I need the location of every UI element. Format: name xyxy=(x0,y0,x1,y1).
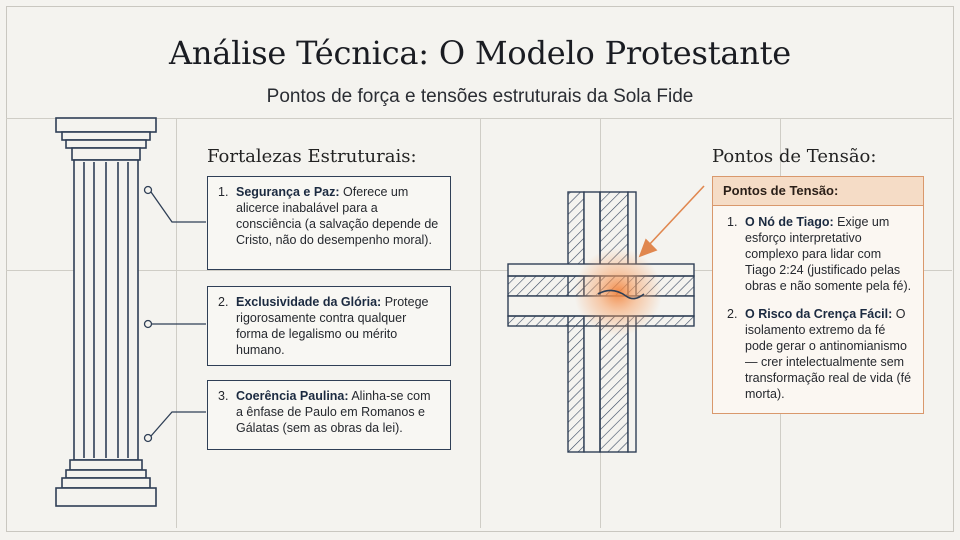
item-number: 2. xyxy=(218,295,229,309)
page-subtitle: Pontos de força e tensões estruturais da Sola Fide xyxy=(266,86,694,107)
strength-box-1 xyxy=(207,176,451,270)
item-number: 2. xyxy=(727,307,738,321)
item-number: 1. xyxy=(218,185,229,199)
page-title: Análise Técnica: O Modelo Protestante xyxy=(168,34,792,72)
item-text: Exige um esforço interpretativo complexo para lidar com Tiago 2:24 (justificado pelas obras e não somente pela fé). xyxy=(745,215,912,293)
tension-item-2 xyxy=(727,306,913,402)
item-text: Oferece um alicerce inabalável para a consciência (a salvação depende de Cristo, não do desempenho moral). xyxy=(236,185,439,247)
pillar-icon xyxy=(56,118,156,506)
item-label: Exclusividade da Glória: xyxy=(236,295,382,309)
item-label: Coerência Paulina: xyxy=(236,389,349,403)
item-label: O Nó de Tiago: xyxy=(745,215,834,229)
item-number: 3. xyxy=(218,389,229,403)
tension-box-title: Pontos de Tensão: xyxy=(713,177,923,206)
item-number: 1. xyxy=(727,215,738,229)
cross-joint-icon xyxy=(508,192,694,452)
strength-box-3 xyxy=(207,380,451,450)
strength-box-2 xyxy=(207,286,451,366)
tension-item-1 xyxy=(727,214,913,294)
item-text: Alinha-se com a ênfase de Paulo em Romanos e Gálatas (sem as obras da lei). xyxy=(236,389,431,435)
tension-box xyxy=(712,176,924,414)
item-text: O isolamento extremo da fé pode gerar o antinomianismo — crer intelectualmente sem transformação real de vida (fé morta). xyxy=(745,307,912,401)
arrow-icon xyxy=(640,186,704,256)
connector-lines xyxy=(145,187,207,442)
item-label: Segurança e Paz: xyxy=(236,185,340,199)
item-text: Protege rigorosamente contra qualquer forma de legalismo ou mérito humano. xyxy=(236,295,429,357)
tensions-heading: Pontos de Tensão: xyxy=(712,146,877,167)
strengths-heading: Fortalezas Estruturais: xyxy=(207,146,417,167)
item-label: O Risco da Crença Fácil: xyxy=(745,307,893,321)
